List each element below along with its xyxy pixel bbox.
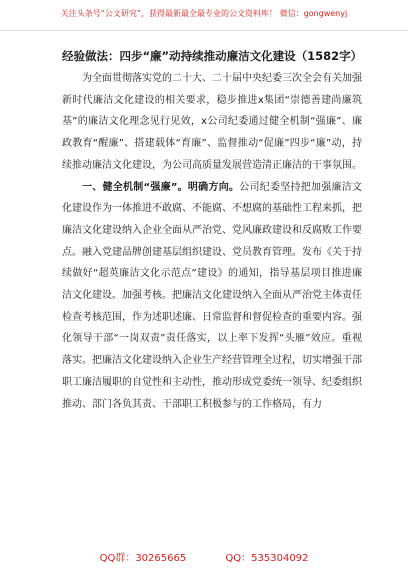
- footer-qq-group: QQ群：30265665: [99, 553, 187, 564]
- document-title: 经验做法：四步“廉”动持续推动廉洁文化建设（1582字）: [62, 49, 363, 63]
- document-body: [62, 44, 362, 415]
- footer: [0, 549, 408, 565]
- section-1-body: 公司纪委坚持把加强廉洁文化建设作为一体推进不敢腐、不能腐、不想腐的基础性工程来抓，把廉洁文化建设纳入企业全面从严治党、党风廉政建设和反腐败工作要点。融入党建品牌创建基层组织建设、党员教育管理。发布《关于持续做好“超英廉洁文化示范点”建设》的通知，指导基层项目推进廉洁文化建设。加强考核。把廉洁文化建设纳入全面从严治党主体责任检查考核范围，作为述职述廉、日常监督和督促检查的重要内容。强化领导干部“一岗双责”责任落实，以上率下发挥“头雁”效应。重视落实。把廉洁文化建设纳入企业生产经营管理全过程，切实增强干部职工廉洁履职的自觉性和主动性，推动形成党委统一领导、纪委组织推动、部门各负其责、干部职工积极参与的工作格局，有力: [62, 181, 362, 410]
- section-1-paragraph: [62, 177, 362, 416]
- top-banner: [0, 0, 408, 31]
- banner-text: 关注头条号“公文研究”，获得最新最全最专业的公文资料库！ 微信：gongwenyj: [60, 9, 348, 18]
- footer-qq: QQ：535304092: [225, 553, 309, 564]
- section-1-heading: 一、健全机制“强廉”。明确方向。: [82, 181, 240, 193]
- intro-paragraph: 为全面贯彻落实党的二十大、二十届中央纪委三次全会有关加强新时代廉洁文化建设的相关要求，稳步推进x集团“崇德善建尚廉筑基”的廉洁文化理念见行见效，x公司纪委通过健全机制“强廉”、廉政教育“醒廉”、搭建载体“育廉”、监督推动“促廉”四步“廉”动，持续推动廉洁文化建设，为公司高质量发展营造清正廉洁的干事氛围。: [62, 73, 362, 171]
